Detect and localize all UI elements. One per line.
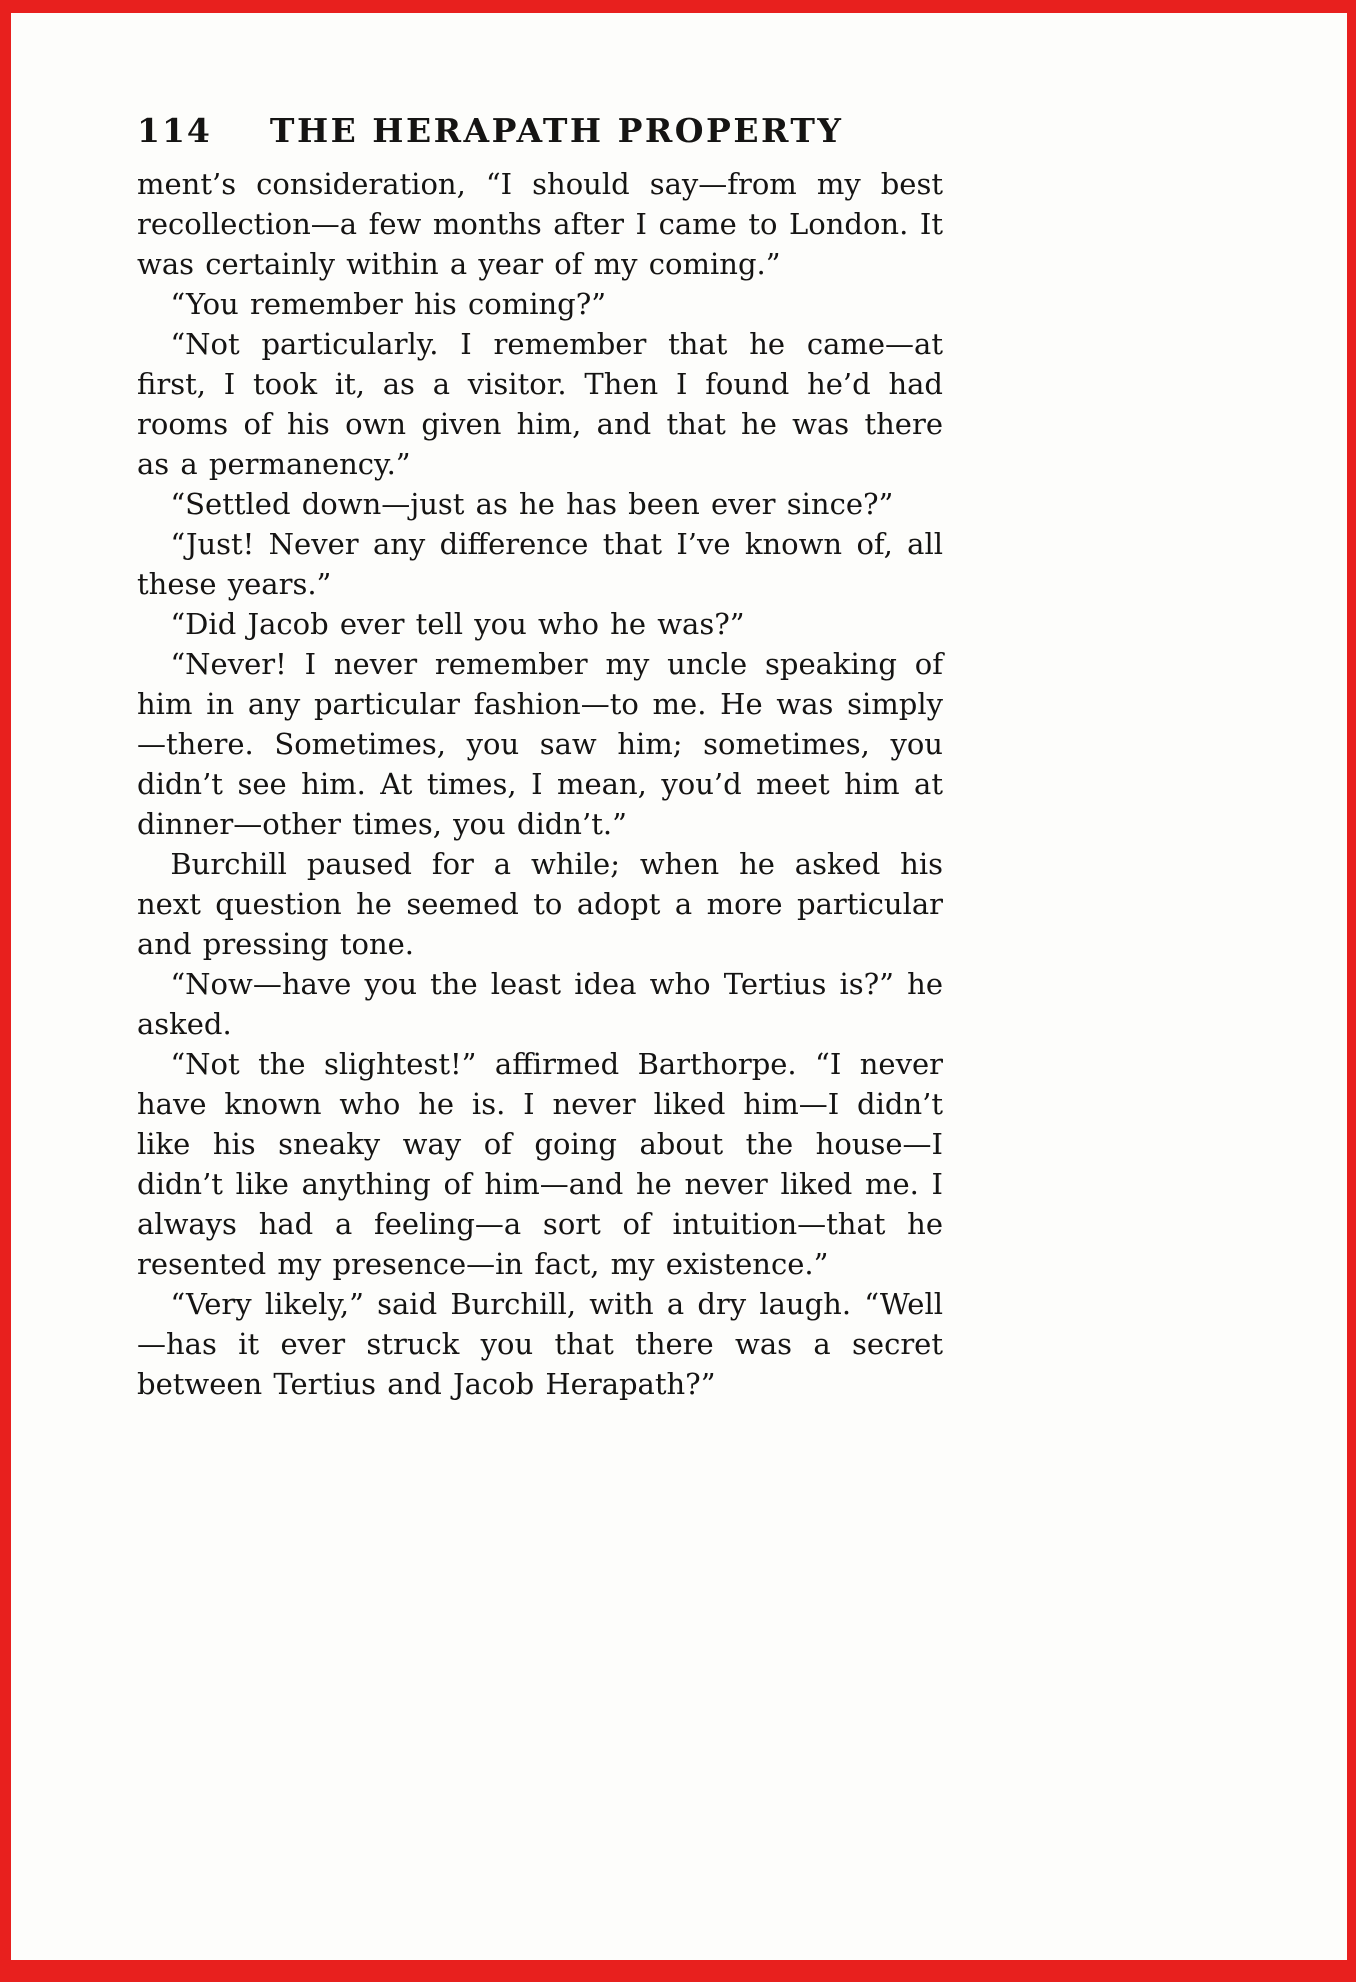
paragraph: “Never! I never remember my uncle speaking of him in any particular fashion—to me. He was simply—there. Sometimes, you saw him; sometimes, you didn’t see him. At times, I mean, you’d meet him at dinner—other times, you didn’t.” (137, 647, 943, 841)
paragraph: “Did Jacob ever tell you who he was?” (170, 607, 745, 641)
paragraph: “Settled down—just as he has been ever since?” (170, 487, 894, 521)
paragraph: “Very likely,” said Burchill, with a dry laugh. “Well—has it ever struck you that there was a secret between Tertius and Jacob Herapath?” (137, 1287, 943, 1401)
paragraph: Burchill paused for a while; when he asked his next question he seemed to adopt a more particular and pressing tone. (137, 847, 943, 961)
paragraph: ment’s consideration, “I should say—from my best recollection—a few months after I came to London. It was certainly within a year of my coming.” (137, 167, 943, 281)
paragraph: “Not the slightest!” affirmed Barthorpe. “I never have known who he is. I never liked him—I didn’t like his sneaky way of going about the house—I didn’t like anything of him—and he never liked me. I always had a feeling—a sort of intuition—that he resented my presence—in fact, my existence.” (137, 1047, 943, 1281)
paragraph: “Now—have you the least idea who Tertius is?” he asked. (137, 967, 943, 1041)
page-title: THE HERAPATH PROPERTY (269, 111, 844, 150)
book-page (11, 13, 1347, 1960)
body-text (137, 164, 943, 1404)
paragraph: “You remember his coming?” (170, 287, 607, 321)
page-number: 114 (137, 111, 212, 150)
paragraph: “Just! Never any difference that I’ve known of, all these years.” (137, 527, 943, 601)
page-header (137, 111, 943, 150)
paragraph: “Not particularly. I remember that he came—at first, I took it, as a visitor. Then I found he’d had rooms of his own given him, and that he was there as a permanency.” (137, 327, 943, 481)
page-content (137, 111, 943, 1404)
